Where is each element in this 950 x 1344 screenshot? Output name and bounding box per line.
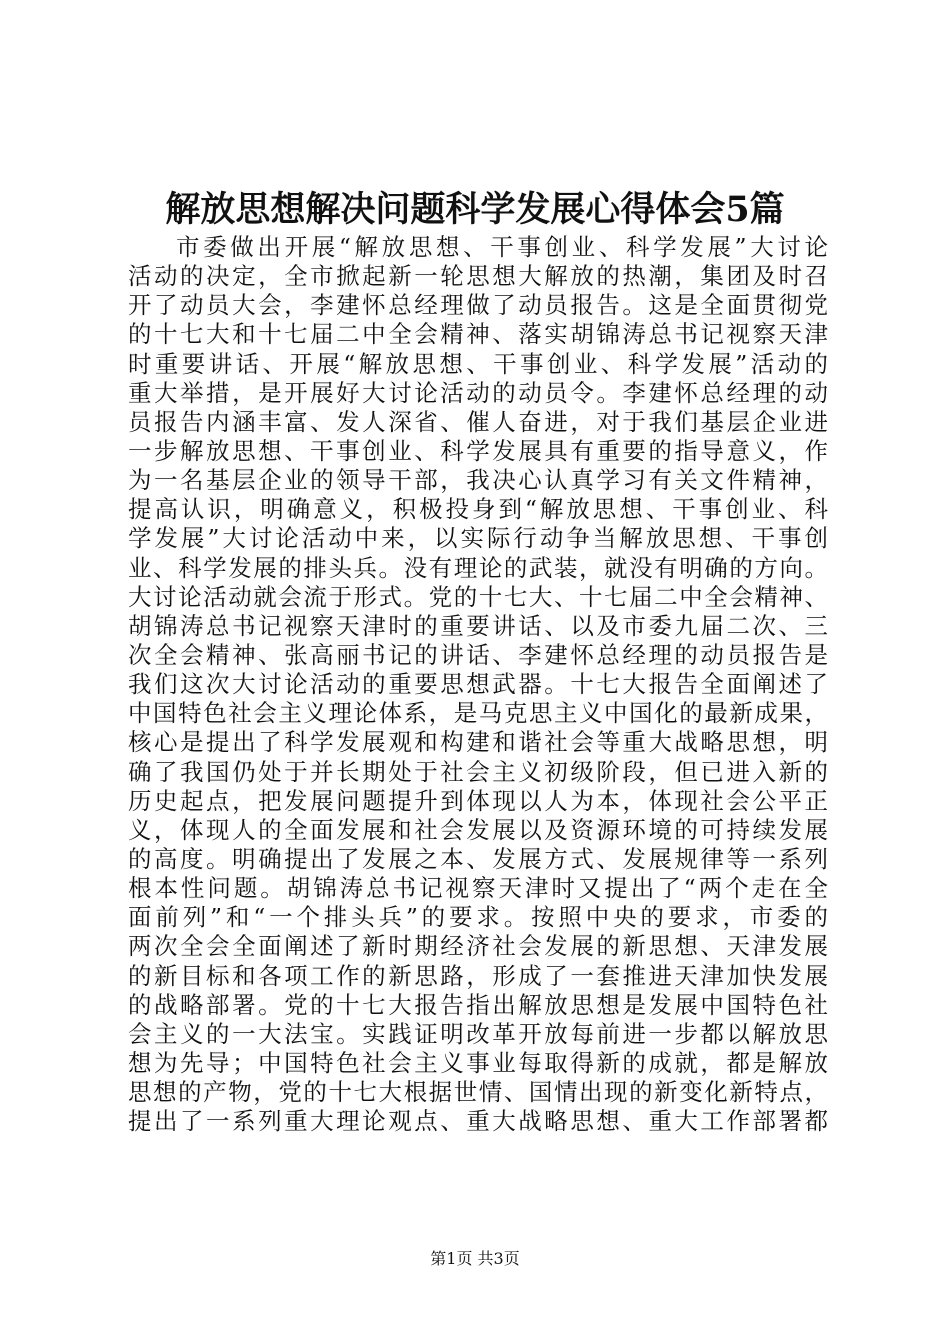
- paragraph-line: 重大举措，是开展好大讨论活动的动员令。李建怀总经理的动: [128, 378, 828, 407]
- paragraph-line: 我们这次大讨论活动的重要思想武器。十七大报告全面阐述了: [128, 670, 828, 699]
- paragraph-line: 胡锦涛总书记视察天津时的重要讲话、以及市委九届二次、三: [128, 611, 828, 640]
- page-footer: 第1页 共3页: [430, 1249, 520, 1268]
- paragraph-line: 业、科学发展的排头兵。没有理论的武装，就没有明确的方向。: [128, 553, 828, 582]
- paragraph-line: 会主义的一大法宝。实践证明改革开放每前进一步都以解放思: [128, 1019, 828, 1048]
- paragraph-line: 两次全会全面阐述了新时期经济社会发展的新思想、天津发展: [128, 932, 828, 961]
- paragraph-line: 提出了一系列重大理论观点、重大战略思想、重大工作部署都: [128, 1107, 828, 1136]
- paragraph-line: 核心是提出了科学发展观和构建和谐社会等重大战略思想，明: [128, 728, 828, 757]
- document-body: [128, 233, 828, 1136]
- paragraph-line: 开了动员大会，李建怀总经理做了动员报告。这是全面贯彻党: [128, 291, 828, 320]
- paragraph-line: 想为先导；中国特色社会主义事业每取得新的成就，都是解放: [128, 1048, 828, 1077]
- paragraph-line: 义，体现人的全面发展和社会发展以及资源环境的可持续发展: [128, 815, 828, 844]
- paragraph-line: 面前列”和“一个排头兵”的要求。按照中央的要求，市委的: [128, 903, 828, 932]
- paragraph-line: 确了我国仍处于并长期处于社会主义初级阶段，但已进入新的: [128, 757, 828, 786]
- paragraph-line: 大讨论活动就会流于形式。党的十七大、十七届二中全会精神、: [128, 582, 828, 611]
- paragraph-line: 中国特色社会主义理论体系，是马克思主义中国化的最新成果，: [128, 699, 828, 728]
- paragraph-line: 思想的产物，党的十七大根据世情、国情出现的新变化新特点，: [128, 1078, 828, 1107]
- paragraph-line: 市委做出开展“解放思想、干事创业、科学发展”大讨论: [176, 233, 828, 261]
- paragraph-line: 历史起点，把发展问题提升到体现以人为本，体现社会公平正: [128, 786, 828, 815]
- paragraph-line: 员报告内涵丰富、发人深省、催人奋进，对于我们基层企业进: [128, 407, 828, 436]
- paragraph-line: 学发展”大讨论活动中来，以实际行动争当解放思想、干事创: [128, 524, 828, 553]
- paragraph-line: 根本性问题。胡锦涛总书记视察天津时又提出了“两个走在全: [128, 874, 828, 903]
- paragraph-line: 的战略部署。党的十七大报告指出解放思想是发展中国特色社: [128, 990, 828, 1019]
- paragraph-line: 的新目标和各项工作的新思路，形成了一套推进天津加快发展: [128, 961, 828, 990]
- paragraph-line: 时重要讲话、开展“解放思想、干事创业、科学发展”活动的: [128, 349, 828, 378]
- paragraph-line: 的十七大和十七届二中全会精神、落实胡锦涛总书记视察天津: [128, 320, 828, 349]
- paragraph-line: 的高度。明确提出了发展之本、发展方式、发展规律等一系列: [128, 844, 828, 873]
- paragraph-line: 次全会精神、张高丽书记的讲话、李建怀总经理的动员报告是: [128, 640, 828, 669]
- paragraph-line: 一步解放思想、干事创业、科学发展具有重要的指导意义，作: [128, 436, 828, 465]
- paragraph-line: 活动的决定，全市掀起新一轮思想大解放的热潮，集团及时召: [128, 262, 828, 291]
- document-title: 解放思想解决问题科学发展心得体会5篇: [165, 189, 785, 230]
- paragraph-line: 为一名基层企业的领导干部，我决心认真学习有关文件精神，: [128, 466, 828, 495]
- paragraph-line: 提高认识，明确意义，积极投身到“解放思想、干事创业、科: [128, 495, 828, 524]
